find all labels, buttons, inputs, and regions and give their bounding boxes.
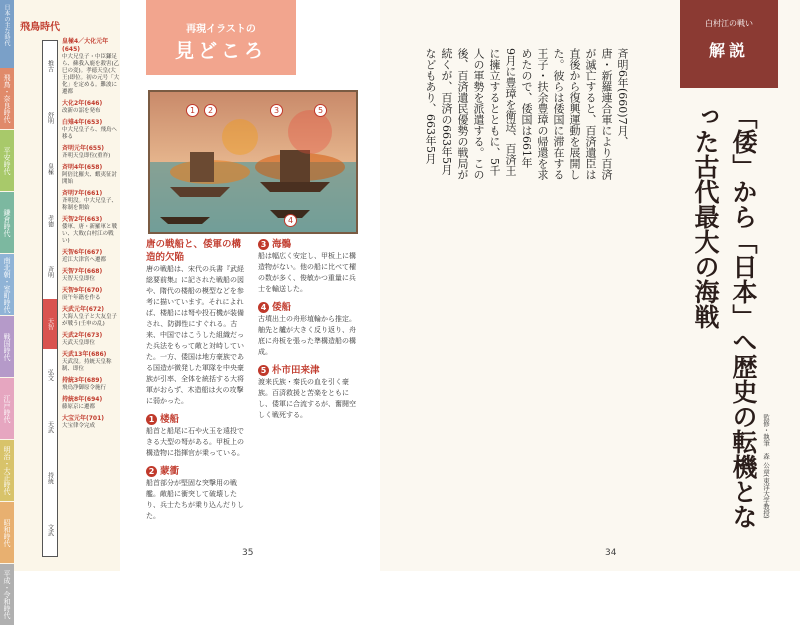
tag-topic: 白村江の戦い — [705, 19, 753, 28]
event-desc: 庚午年籍を作る — [62, 295, 101, 301]
event-ad: (653) — [84, 119, 103, 126]
event-year: 天智6年 — [62, 249, 85, 256]
event-ad: (668) — [84, 268, 103, 275]
callout-title: 海鶻 — [272, 239, 292, 250]
left-page — [138, 0, 360, 571]
callout-text: 古墳出土の舟形埴輪から推定。舳先と艫が大きく反り返り、舟底に舟板を張った準構造船の構成。 — [258, 315, 356, 356]
event-desc: 天武没。持統天皇称制、即位 — [62, 359, 112, 372]
callout-text: 船首部分が堅固な突撃用の戦艦。敵船に衝突して破壊したり、兵士たちが乗り込んだりした。 — [146, 479, 244, 520]
event-year: 持統3年 — [62, 377, 85, 384]
era-band: 飛鳥・奈良時代 — [0, 68, 14, 129]
event-year: 天武13年 — [62, 351, 89, 358]
callout-title: 倭船 — [272, 302, 292, 313]
body-text — [390, 48, 630, 548]
callout-item-4: 4 倭船 古墳出土の舟形埴輪から推定。舳先と艫が大きく反り返り、舟底に舟板を張った準構造船の構成。 — [258, 302, 356, 356]
callout-title: 楼船 — [160, 414, 180, 425]
event-ad: (701) — [86, 415, 105, 422]
timeline-event — [62, 249, 120, 264]
event-year: 斉明4年 — [62, 164, 85, 171]
timeline-era-title: 飛鳥時代 — [20, 22, 60, 33]
event-desc: 斉明没。中大兄皇子、称制を開始 — [62, 198, 118, 211]
timeline-event — [62, 351, 120, 373]
timeline-sidebar — [0, 0, 120, 619]
body-line: 王子・扶余豊璋の帰還を求 — [536, 48, 549, 180]
event-desc: 天武天皇即位 — [62, 340, 96, 346]
event-year: 斉明元年 — [62, 145, 87, 152]
event-desc: 天智天皇即位 — [62, 276, 96, 282]
event-year: 天智9年 — [62, 287, 85, 294]
event-year: 天武2年 — [62, 332, 85, 339]
event-desc: 改新の詔を発布 — [62, 108, 101, 114]
timeline-event — [62, 287, 120, 302]
body-line: などもあり、663年5月 — [424, 48, 437, 164]
event-ad: (672) — [86, 306, 105, 313]
callout-item-2: 2 蒙衝 船首部分が堅固な突撃用の戦艦。敵船に衝突して破壊したり、兵士たちが乗り込んだりした。 — [146, 465, 248, 522]
timeline-side-header — [0, 0, 14, 68]
timeline-events — [62, 38, 120, 434]
event-year: 白雉4年 — [62, 119, 85, 126]
body-line: 後、百済遺民優勢の戦局が — [456, 48, 469, 180]
timeline-event — [62, 145, 120, 160]
body-line: た。彼らは倭国に滞在する — [552, 48, 565, 180]
callout-title: 朴市田来津 — [272, 365, 320, 376]
illus-marker-3: 3 — [270, 98, 286, 117]
callout-item-1: 1 楼船 船首と船尾に石や火玉を遠投できる大型の弩がある。甲板上の構造物に指揮官が乗っている。 — [146, 413, 248, 459]
event-ad: (655) — [86, 145, 105, 152]
timeline-event — [62, 190, 120, 212]
banner-title: 見どころ — [174, 40, 267, 62]
event-year: 持統8年 — [62, 396, 85, 403]
event-ad: (670) — [84, 287, 103, 294]
body-line: が滅亡すると、百済遺臣は — [584, 48, 597, 180]
timeline-axis — [42, 40, 58, 557]
intro-title: 唐の戦船と、倭軍の構造的欠陥 — [146, 239, 242, 263]
event-ad: (694) — [84, 396, 103, 403]
timeline-event — [62, 332, 120, 347]
illus-marker-1: 1 — [186, 98, 202, 117]
callout-left-column — [146, 238, 248, 522]
era-band: 平成・令和時代 — [0, 564, 14, 625]
right-title-area — [680, 0, 778, 571]
event-desc: 倭軍、唐・新羅軍と戦い、大敗(白村江の戦い) — [62, 224, 118, 244]
callout-item-5: 5 朴市田来津 渡来氏族・秦氏の血を引く豪族。百済救援と苦楽をともにし、倭軍に合流するが、奮闘空しく戦死する。 — [258, 365, 356, 419]
era-band: 江戸時代 — [0, 378, 14, 439]
event-ad: (667) — [84, 249, 103, 256]
callout-right-column — [258, 238, 358, 421]
body-line: 9月に豊璋を衛送、百済王 — [504, 48, 517, 176]
event-ad: (673) — [84, 332, 103, 339]
axis-segment: 舒明 — [46, 111, 54, 124]
page-number-left: 35 — [242, 548, 254, 558]
callout-item-3: 3 海鶻 船は幅広く安定し、甲板上に構造物がない。他の船に比べて櫂の数が多く、俊敏かつ重量に兵士を輸送した。 — [258, 239, 356, 293]
body-line: に擁立するとともに、5千 — [488, 48, 501, 176]
event-desc: 近江大津宮へ遷都 — [62, 257, 107, 263]
timeline-event — [62, 306, 120, 328]
timeline-event — [62, 119, 120, 141]
era-band: 明治・大正時代 — [0, 440, 14, 501]
axis-segment: 持統 — [46, 472, 54, 485]
event-ad: (686) — [88, 351, 107, 358]
axis-segment: 斉明 — [46, 266, 54, 279]
body-line: 斉明6年(660)7月、 — [616, 48, 629, 147]
event-year: 天智7年 — [62, 268, 85, 275]
event-desc: 飛鳥浄御原令施行 — [62, 385, 107, 391]
timeline-event — [62, 100, 120, 115]
event-year: 天武元年 — [62, 306, 87, 313]
timeline-event — [62, 164, 120, 186]
event-ad: (645) — [62, 46, 81, 53]
right-page — [380, 0, 800, 571]
event-desc: 斉明天皇即位(重祚) — [62, 153, 111, 159]
callout-text: 船は幅広く安定し、甲板上に構造物がない。他の船に比べて櫂の数が多く、俊敏かつ重量に兵士を輸送した。 — [258, 252, 356, 293]
illus-marker-2: 2 — [204, 98, 220, 117]
timeline-event — [62, 415, 120, 430]
callout-title: 蒙衝 — [160, 466, 180, 477]
banner-subtitle: 再現イラストの — [186, 24, 256, 35]
event-desc: 大海人皇子と大友皇子が戦う(壬申の乱) — [62, 314, 118, 327]
callout-text: 船首と船尾に石や火玉を遠投できる大型の弩がある。甲板上の構造物に指揮官が乗っている。 — [146, 427, 244, 457]
event-ad: (658) — [84, 164, 103, 171]
body-line: めたので、倭国は661年 — [520, 48, 533, 168]
axis-segment: 皇極 — [46, 163, 54, 176]
axis-segment: 天智 — [43, 299, 57, 350]
event-year: 斉明7年 — [62, 190, 85, 197]
era-band: 平安時代 — [0, 130, 14, 191]
body-line: 直後から復興運動を展開し — [568, 48, 581, 180]
credit: 監修・執筆 森 公章(東洋大学教授) — [762, 414, 770, 519]
era-band: 戦国時代 — [0, 316, 14, 377]
event-desc: 中大兄皇子ら、飛鳥へ移る — [62, 127, 118, 140]
event-ad: (663) — [84, 216, 103, 223]
event-year: 皇極4／大化元年 — [62, 38, 109, 45]
event-desc: 阿倍比羅夫、蝦夷征討開始 — [62, 172, 118, 185]
event-desc: 中大兄皇子・中臣鎌足ら、蘇我入鹿を殺害(乙巳の変)。孝徳天皇(大王)即位。初の元号「大化」を定める。難波に遷都 — [62, 54, 120, 95]
section-tag — [680, 0, 778, 88]
battle-illustration — [148, 90, 358, 234]
event-year: 大宝元年 — [62, 415, 87, 422]
illus-marker-5: 5 — [314, 98, 330, 117]
page-number-right: 34 — [605, 548, 617, 558]
body-line: 続くが、百済の663年5月 — [440, 48, 453, 175]
event-desc: 藤原京に遷都 — [62, 404, 96, 410]
event-desc: 大宝律令完成 — [62, 423, 96, 429]
event-ad: (661) — [84, 190, 103, 197]
timeline-side-title: 日本の主な時代 — [3, 4, 10, 46]
event-ad: (646) — [84, 100, 103, 107]
event-year: 天智2年 — [62, 216, 85, 223]
event-year: 大化2年 — [62, 100, 85, 107]
axis-segment: 推古 — [46, 60, 54, 73]
intro-text: 唐の戦船は、宋代の兵書『武経総要前集』に記された戦船の図や、隋代の楼船の模型などを参考に描いています。それによれば、楼船には弩や投石機が装備され、防御性にすぐれる。古来、中国ではこうした組織だった兵法をもって敵と対峙していた。一方、倭国は地方豪族である国造が徴発した軍隊を中央豪族が引率、全体を統括する大将軍がおらず、木造船は火の攻撃に弱かった。 — [146, 265, 244, 405]
highlight-banner — [146, 0, 296, 75]
era-band: 昭和時代 — [0, 502, 14, 563]
timeline-event — [62, 268, 120, 283]
axis-segment: 孝徳 — [46, 214, 54, 227]
timeline-event — [62, 38, 120, 96]
body-line: 唐・新羅連合軍により百済 — [600, 48, 613, 180]
axis-segment: 文武 — [46, 523, 54, 536]
timeline-event — [62, 396, 120, 411]
illus-marker-4: 4 — [284, 208, 300, 227]
headline: 「倭」から「日本」へ歴史の転機となった古代最大の海戦 — [691, 104, 758, 529]
tag-label: 解説 — [708, 41, 749, 60]
timeline-event — [62, 377, 120, 392]
event-ad: (689) — [84, 377, 103, 384]
timeline-event — [62, 216, 120, 245]
era-band: 鎌倉時代 — [0, 192, 14, 253]
era-band: 南北朝・室町時代 — [0, 254, 14, 315]
body-line: 人の軍勢を派遣する。この — [472, 48, 485, 180]
callout-text: 渡来氏族・秦氏の血を引く豪族。百済救援と苦楽をともにし、倭軍に合流するが、奮闘空しく戦死する。 — [258, 378, 356, 419]
axis-segment: 天武 — [46, 420, 54, 433]
axis-segment: 弘文 — [46, 369, 54, 382]
